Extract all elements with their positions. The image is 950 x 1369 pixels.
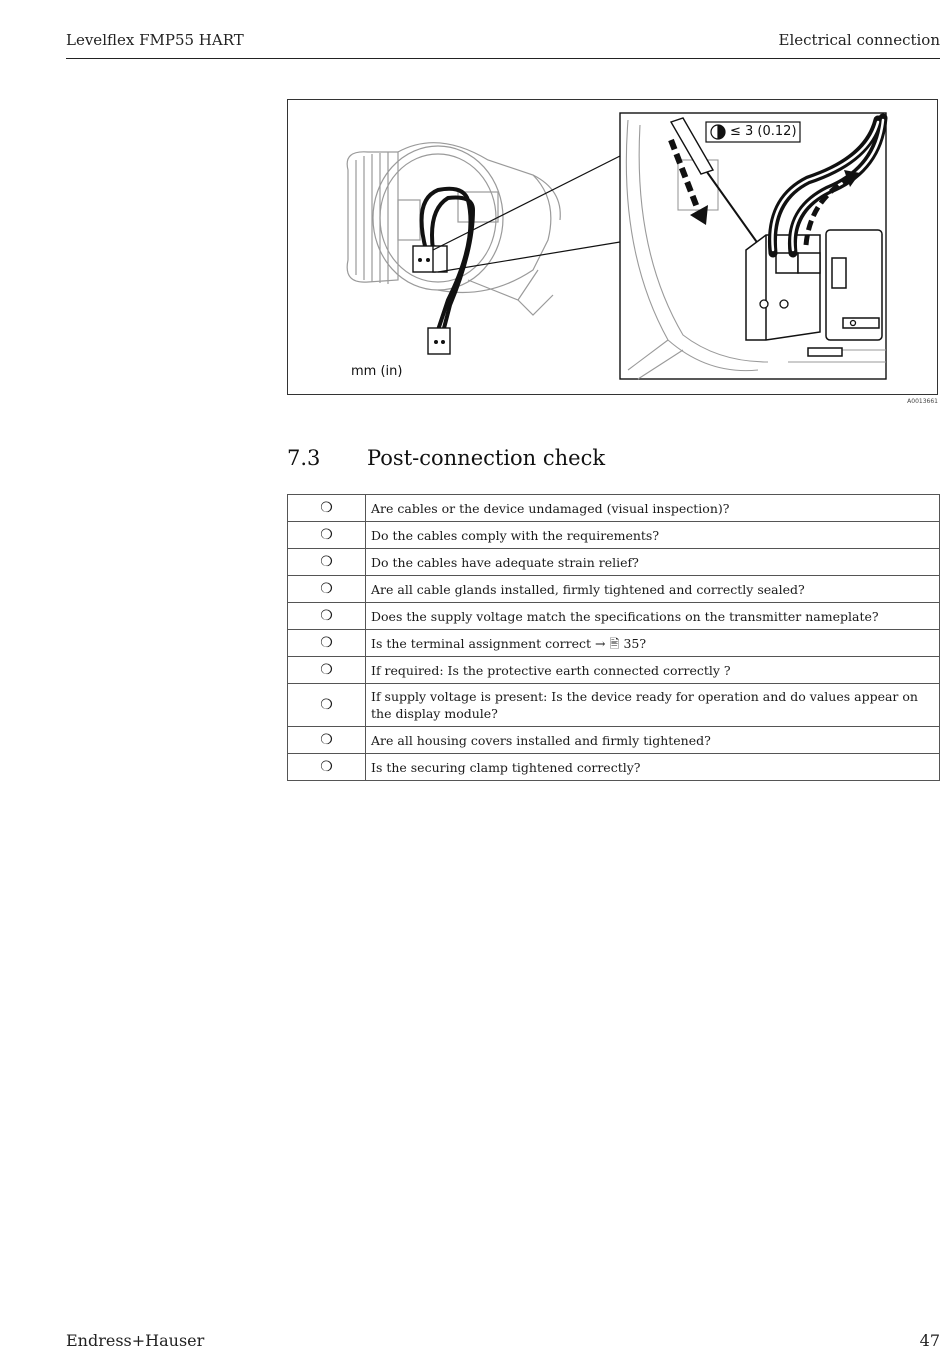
post-connection-checklist	[287, 494, 940, 781]
checkbox-icon[interactable]: ❍	[288, 727, 366, 754]
figure-units-label: mm (in)	[351, 364, 403, 379]
checklist-item: Are all cable glands installed, firmly tightened and correctly sealed?	[366, 576, 940, 603]
section-number: 7.3	[287, 446, 321, 470]
checkbox-icon[interactable]: ❍	[288, 522, 366, 549]
checklist-row	[288, 576, 940, 603]
checklist-item: If required: Is the protective earth connected correctly ?	[366, 657, 940, 684]
running-header-product: Levelflex FMP55 HART	[66, 31, 244, 49]
checklist-row	[288, 495, 940, 522]
checkbox-icon[interactable]: ❍	[288, 576, 366, 603]
terminal-wiring-illustration	[288, 100, 939, 396]
checklist-item: Do the cables have adequate strain relief?	[366, 549, 940, 576]
footer-company: Endress+Hauser	[66, 1331, 205, 1350]
checklist-row	[288, 549, 940, 576]
checklist-item: Are cables or the device undamaged (visual inspection)?	[366, 495, 940, 522]
checklist-row	[288, 754, 940, 781]
checkbox-icon[interactable]: ❍	[288, 657, 366, 684]
checklist-row	[288, 727, 940, 754]
checkbox-icon[interactable]: ❍	[288, 495, 366, 522]
dimension-label: ≤ 3 (0.12)	[730, 124, 797, 139]
figure-code: A0013661	[907, 398, 938, 405]
checklist-row	[288, 522, 940, 549]
checkbox-icon[interactable]: ❍	[288, 630, 366, 657]
checklist-row	[288, 684, 940, 727]
checkbox-icon[interactable]: ❍	[288, 549, 366, 576]
running-header-chapter: Electrical connection	[778, 31, 940, 49]
checklist-row	[288, 630, 940, 657]
checklist-row	[288, 657, 940, 684]
page-number: 47	[919, 1331, 940, 1350]
checklist-item: Do the cables comply with the requirements?	[366, 522, 940, 549]
section-title: Post-connection check	[367, 446, 606, 470]
checklist-row	[288, 603, 940, 630]
checklist-item: Is the securing clamp tightened correctly?	[366, 754, 940, 781]
wiring-figure	[287, 99, 938, 395]
checklist-item: Does the supply voltage match the specifications on the transmitter nameplate?	[366, 603, 940, 630]
checkbox-icon[interactable]: ❍	[288, 603, 366, 630]
checklist-item: Is the terminal assignment correct → 🖹 35?	[366, 630, 940, 657]
checklist-item: If supply voltage is present: Is the device ready for operation and do values appear on the display module?	[366, 684, 940, 727]
checklist-item: Are all housing covers installed and firmly tightened?	[366, 727, 940, 754]
checkbox-icon[interactable]: ❍	[288, 684, 366, 727]
header-rule	[66, 58, 940, 59]
checkbox-icon[interactable]: ❍	[288, 754, 366, 781]
